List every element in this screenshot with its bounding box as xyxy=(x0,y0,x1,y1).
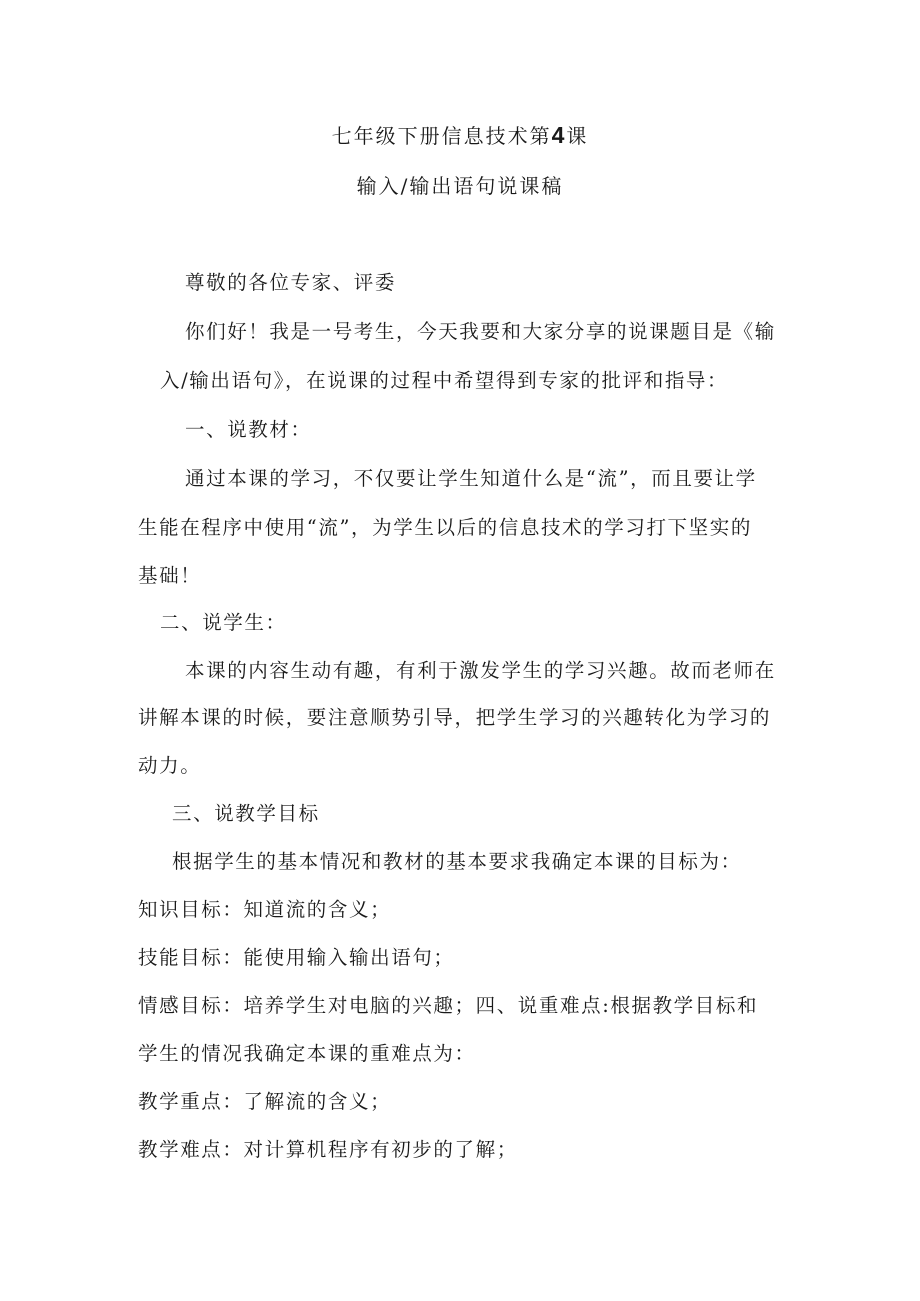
body-line-textbook-1: 通过本课的学习，不仅要让学生知道什么是“流”，而且要让学 xyxy=(185,467,757,490)
section-heading-goals: 三、说教学目标 xyxy=(172,802,320,825)
section-heading-students: 二、说学生： xyxy=(160,611,287,634)
title-suffix: 课 xyxy=(566,124,589,148)
document-title-line-2: 输入/输出语句说课稿 xyxy=(356,174,564,198)
body-line-greeting: 尊敬的各位专家、评委 xyxy=(185,271,397,294)
body-line-knowledge-goal: 知识目标：知道流的含义； xyxy=(138,898,392,921)
body-line-goals-intro: 根据学生的基本情况和教材的基本要求我确定本课的目标为： xyxy=(172,850,742,873)
section-heading-textbook: 一、说教材： xyxy=(185,418,312,441)
title-prefix: 七年级下册信息技术第 xyxy=(331,124,552,148)
body-line-skill-goal: 技能目标：能使用输入输出语句； xyxy=(138,946,455,969)
lesson-number: 4 xyxy=(551,122,567,148)
body-line-students-1: 本课的内容生动有趣，有利于激发学生的学习兴趣。故而老师在 xyxy=(185,659,776,682)
body-line-difficult-point: 教学难点：对计算机程序有初步的了解； xyxy=(138,1138,518,1161)
body-line-emotion-goal: 情感目标：培养学生对电脑的兴趣；四、说重难点:根据教学目标和 xyxy=(138,994,759,1017)
body-line-intro-1: 你们好！我是一号考生，今天我要和大家分享的说课题目是《输 xyxy=(185,320,776,343)
body-line-textbook-2: 生能在程序中使用“流”，为学生以后的信息技术的学习打下坚实的 xyxy=(138,516,752,539)
body-line-intro-2: 入/输出语句》，在说课的过程中希望得到专家的批评和指导： xyxy=(160,369,729,392)
body-line-key-points-intro: 学生的情况我确定本课的重难点为： xyxy=(138,1042,476,1065)
body-line-students-2: 讲解本课的时候，要注意顺势引导，把学生学习的兴趣转化为学习的 xyxy=(138,706,772,729)
body-line-key-point: 教学重点：了解流的含义； xyxy=(138,1090,392,1113)
body-line-students-3: 动力。 xyxy=(138,754,202,777)
document-title-line-1 xyxy=(0,120,920,149)
body-line-textbook-3: 基础！ xyxy=(138,564,202,587)
